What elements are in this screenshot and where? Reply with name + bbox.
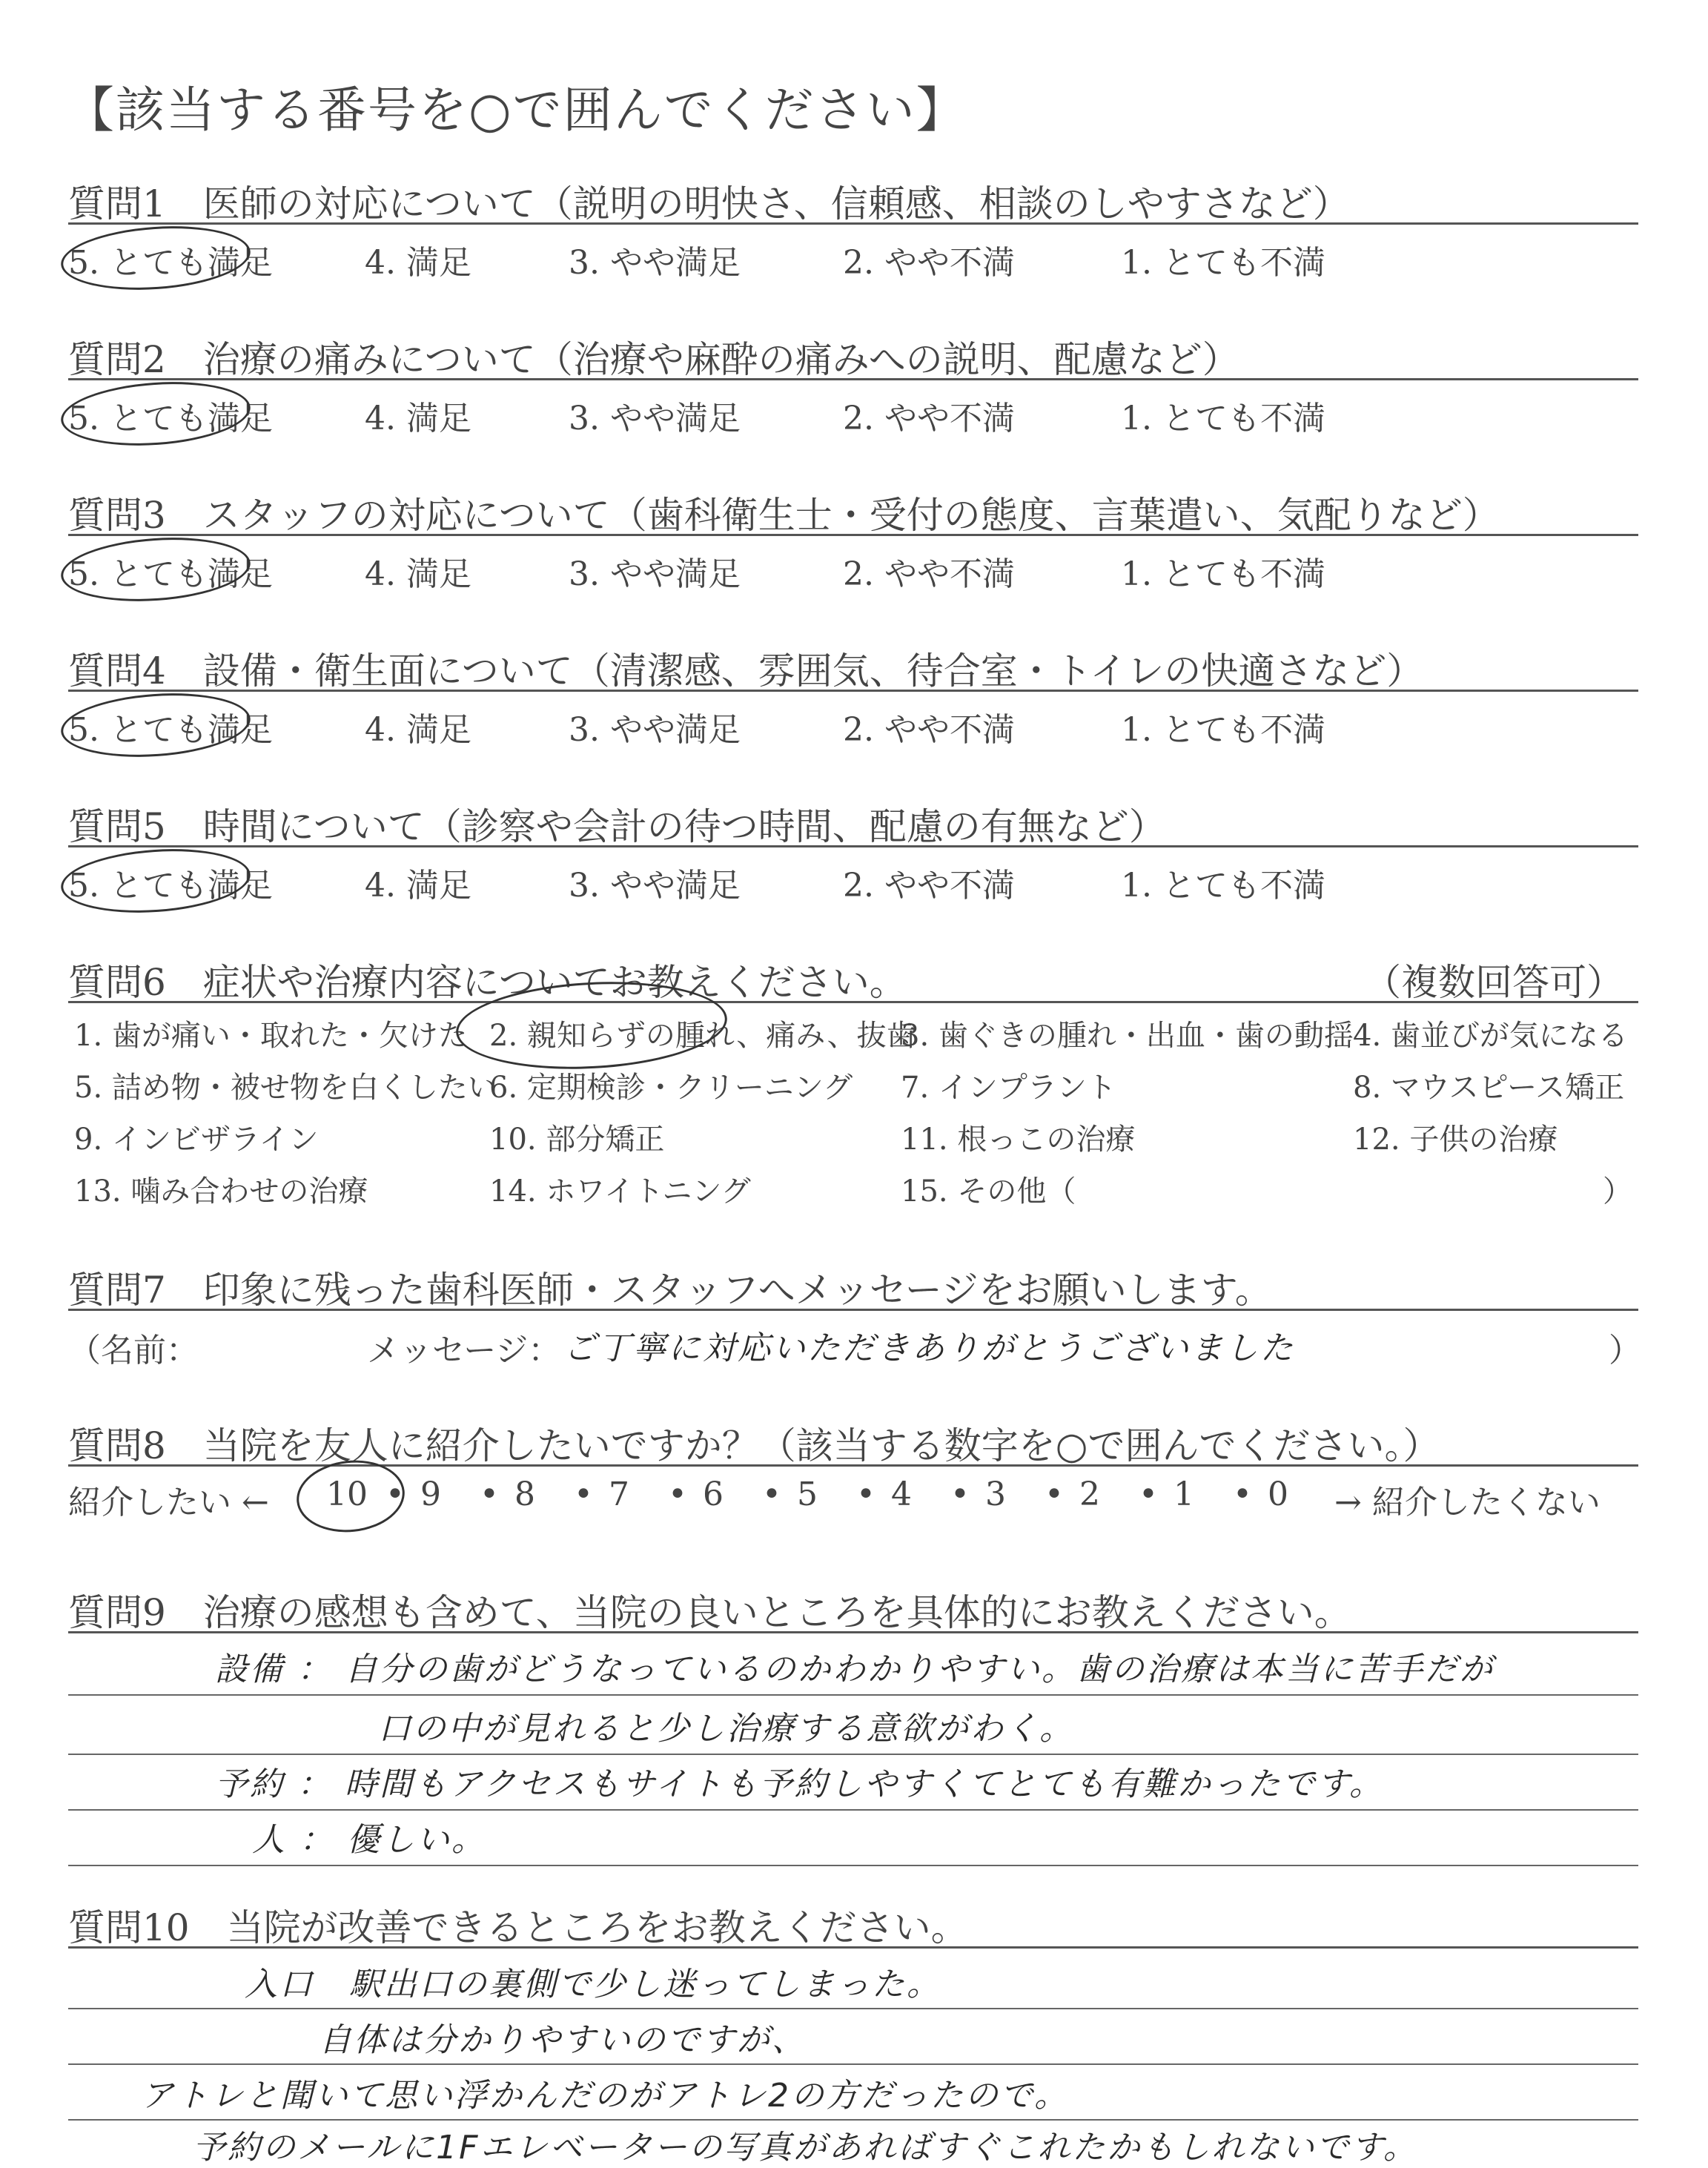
q8-separator: • [856,1475,875,1513]
q2-options [68,391,1638,436]
q5-title: 質問5 時間について（診察や会計の待つ時間、配慮の有無など） [68,805,1166,848]
q6-item-11[interactable]: 11. 根っこの治療 [901,1123,1136,1157]
q6-item-15[interactable]: 15. その他（ [901,1174,1076,1209]
q8-separator: • [385,1475,405,1513]
q6-item-13[interactable]: 13. 噛み合わせの治療 [74,1174,368,1209]
q10-title: 質問10 当院が改善できるところをお教えください。 [68,1906,968,1949]
q10-writing-line [68,2063,1638,2065]
q7-name-label: （名前： [68,1332,199,1369]
q6-other-close: ） [1603,1174,1632,1209]
q8-separator: • [1233,1475,1252,1513]
q2-rule [68,378,1638,380]
q8-scale-3[interactable]: 3 [985,1475,1006,1513]
q9-title: 質問9 治療の感想も含めて、当院の良いところを具体的にお教えください。 [68,1591,1351,1634]
q6-item-9[interactable]: 9. インビザライン [74,1123,319,1157]
q6-item-7[interactable]: 7. インプラント [901,1071,1116,1105]
q8-scale-4[interactable]: 4 [891,1475,912,1513]
q9-rule [68,1631,1638,1633]
q7-message-value[interactable]: ご丁寧に対応いただきありがとうございました [563,1329,1295,1367]
q6-item-6[interactable]: 6. 定期検診・クリーニング [489,1071,853,1105]
q9-answer-line-1[interactable]: 設備 ： 自分の歯がどうなっているのかわかりやすい。歯の治療は本当に苦手だが [215,1650,1494,1688]
q4-options [68,703,1638,747]
q8-separator: • [950,1475,970,1513]
q3-option-2[interactable]: 2. やや不満 [843,555,1015,593]
q8-scale-6[interactable]: 6 [703,1475,724,1513]
q4-option-1[interactable]: 1. とても不満 [1121,711,1325,749]
q6-item-5[interactable]: 5. 詰め物・被せ物を白くしたい [74,1071,497,1105]
q10-rule [68,1946,1638,1949]
q5-option-4[interactable]: 4. 満足 [365,867,471,905]
q2-option-2[interactable]: 2. やや不満 [843,400,1015,437]
q6-item-10[interactable]: 10. 部分矯正 [489,1123,665,1157]
q8-scale-8[interactable]: 8 [514,1475,535,1513]
q9-writing-line [68,1694,1638,1696]
q4-rule [68,690,1638,692]
q8-separator: • [480,1475,499,1513]
q5-rule [68,845,1638,847]
q3-option-3[interactable]: 3. やや満足 [569,555,741,593]
q1-option-4[interactable]: 4. 満足 [365,244,471,282]
q8-scale-0[interactable]: 0 [1268,1475,1288,1513]
q9-answer-line-4[interactable]: 人 ： 優しい。 [252,1821,486,1859]
q7-rule [68,1309,1638,1311]
q9-writing-line [68,1865,1638,1866]
q10-writing-line [68,2008,1638,2009]
q8-scale-9[interactable]: 9 [420,1475,441,1513]
q8-scale-1[interactable]: 1 [1174,1475,1194,1513]
q3-rule [68,534,1638,536]
q10-answer-line-4[interactable]: 予約のメールに1Fエレベーターの写真があればすぐこれたかもしれないです。 [193,2129,1418,2167]
q1-title: 質問1 医師の対応について（説明の明快さ、信頼感、相談のしやすさなど） [68,182,1350,225]
q2-option-3[interactable]: 3. やや満足 [569,400,741,437]
q8-rule [68,1464,1638,1467]
q6-item-8[interactable]: 8. マウスピース矯正 [1353,1071,1625,1105]
q4-option-4[interactable]: 4. 満足 [365,711,471,749]
q7-title: 質問7 印象に残った歯科医師・スタッフへメッセージをお願いします。 [68,1269,1272,1312]
q4-title: 質問4 設備・衛生面について（清潔感、雰囲気、待合室・トイレの快適さなど） [68,650,1424,693]
q2-option-1[interactable]: 1. とても不満 [1121,400,1325,437]
q6-item-14[interactable]: 14. ホワイトニング [489,1174,751,1209]
q2-option-5[interactable]: 5. とても満足 [68,400,273,437]
q8-separator: • [1139,1475,1158,1513]
q3-options [68,547,1638,592]
q8-left-label: 紹介したい ← [68,1484,269,1521]
q6-item-2[interactable]: 2. 親知らずの腫れ、痛み、抜歯 [489,1019,916,1053]
q7-message-label: メッセージ： [367,1332,561,1369]
q6-item-3[interactable]: 3. 歯ぐきの腫れ・出血・歯の動揺 [901,1019,1354,1053]
q8-separator: • [762,1475,781,1513]
q3-title: 質問3 スタッフの対応について（歯科衛生士・受付の態度、言葉遣い、気配りなど） [68,494,1500,537]
q5-option-3[interactable]: 3. やや満足 [569,867,741,905]
q10-answer-line-3[interactable]: アトレと聞いて思い浮かんだのがアトレ2の方だったので。 [141,2077,1070,2115]
q10-answer-line-1[interactable]: 入口 駅出口の裏側で少し迷ってしまった。 [245,1966,941,2003]
q6-item-4[interactable]: 4. 歯並びが気になる [1353,1019,1628,1053]
q9-answer-line-3[interactable]: 予約 ： 時間もアクセスもサイトも予約しやすくてとても有難かったです。 [215,1765,1385,1803]
q7-close-paren: ） [1609,1332,1641,1369]
q5-option-5[interactable]: 5. とても満足 [68,867,273,905]
q5-options [68,859,1638,903]
q8-title: 質問8 当院を友人に紹介したいですか？（該当する数字を○で囲んでください。） [68,1424,1440,1467]
q8-separator: • [1045,1475,1064,1513]
q10-answer-line-2[interactable]: 自体は分かりやすいのですが、 [319,2021,807,2059]
q6-note: （複数回答可） [1364,961,1623,1004]
q2-option-4[interactable]: 4. 満足 [365,400,471,437]
q1-option-2[interactable]: 2. やや不満 [843,244,1015,282]
q8-scale-10[interactable]: 10 [326,1475,368,1513]
q3-option-1[interactable]: 1. とても不満 [1121,555,1325,593]
q8-separator: • [668,1475,687,1513]
q9-answer-line-2[interactable]: 口の中が見れると少し治療する意欲がわく。 [378,1710,1075,1748]
q8-scale-2[interactable]: 2 [1079,1475,1100,1513]
q8-right-label: → 紹介したくない [1334,1484,1601,1521]
q2-title: 質問2 治療の痛みについて（治療や麻酔の痛みへの説明、配慮など） [68,338,1239,381]
q8-separator: • [574,1475,593,1513]
q1-option-3[interactable]: 3. やや満足 [569,244,741,282]
q5-option-2[interactable]: 2. やや不満 [843,867,1015,905]
q1-option-5[interactable]: 5. とても満足 [68,244,273,282]
q9-writing-line [68,1754,1638,1755]
q4-option-5[interactable]: 5. とても満足 [68,711,273,749]
q6-item-12[interactable]: 12. 子供の治療 [1353,1123,1558,1157]
q1-options [68,236,1638,280]
q4-option-3[interactable]: 3. やや満足 [569,711,741,749]
q4-option-2[interactable]: 2. やや不満 [843,711,1015,749]
page-title: 【該当する番号を○で囲んでください】 [65,82,967,139]
q6-title: 質問6 症状や治療内容についてお教えください。 [68,961,907,1004]
q3-option-5[interactable]: 5. とても満足 [68,555,273,593]
q8-scale-7[interactable]: 7 [609,1475,629,1513]
q6-item-1[interactable]: 1. 歯が痛い・取れた・欠けた [74,1019,468,1053]
q3-option-4[interactable]: 4. 満足 [365,555,471,593]
q1-option-1[interactable]: 1. とても不満 [1121,244,1325,282]
q5-option-1[interactable]: 1. とても不満 [1121,867,1325,905]
q8-scale-5[interactable]: 5 [797,1475,818,1513]
q1-rule [68,222,1638,225]
q9-writing-line [68,1809,1638,1811]
q6-rule [68,1001,1638,1003]
